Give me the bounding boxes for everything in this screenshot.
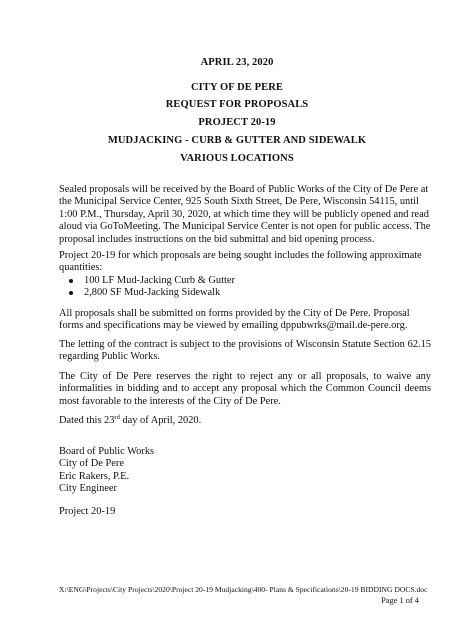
intro-paragraph [59,184,431,246]
request-heading: REQUEST FOR PROPOSALS [165,99,309,110]
signature-name: Eric Rakers, P.E. [59,470,130,482]
quantity-item-text: 100 LF Mud-Jacking Curb & Gutter [84,275,235,286]
city-heading: CITY OF DE PERE [190,82,284,93]
quantity-item-text: 2,800 SF Mud-Jacking Sidewalk [84,287,221,299]
signature-city: City of De Pere [59,458,124,470]
rights-paragraph [59,371,431,408]
dated-rest: day of April, 2020. [119,415,202,426]
rights-text: The City of De Pere reserves the right to reject any or all proposals, to waive any informalities in bidding and to accept any proposal which the Common Council deems most favorable to the interests of the City of De Pere. [59,371,431,407]
submission-text: All proposals shall be submitted on forms provided by the City of De Pere. Proposal forms and specifications may be viewed by emailing dppubwrks@mail.de-pere.org. [59,308,410,332]
dated-ordinal: rd [114,414,120,421]
bullet-icon [69,279,73,283]
signature-title: City Engineer [59,483,118,495]
project-title: MUDJACKING - CURB & GUTTER AND SIDEWALK [107,135,367,146]
quantities-list [59,275,431,300]
quantities-lead-text: Project 20-19 for which proposals are being sought includes the following approximate quantities: [59,250,422,274]
list-item [59,275,431,287]
signature-block [59,446,431,496]
project-heading: PROJECT 20-19 [198,117,276,128]
dated-line [59,415,431,427]
submission-paragraph [59,308,431,333]
footer-page-number: Page 1 of 4 [381,596,419,605]
signature-board: Board of Public Works [59,446,155,457]
intro-text: Sealed proposals will be received by the Board of Public Works of the City of De Pere at the Municipal Service Center, 925 South Sixth Street, De Pere, Wisconsin 54115, until 1:00 P.M., Thursday, April 30, 2020, at which time they will be publicly opened and read aloud via GoToMeeting. The Municipal Service Center is not open for public access. The proposal includes instructions on the bid submittal and bid opening process. [59,184,431,245]
statute-paragraph [59,339,431,364]
footer-file-path: X:\ENG\Projects\City Projects\2020\Project 20-19 Mudjacking\400- Plans & Specifications\20-19 BIDDING DOCS.doc [59,585,428,594]
quantities-lead-paragraph [59,250,431,275]
locations-heading: VARIOUS LOCATIONS [180,153,294,164]
statute-text: The letting of the contract is subject to the provisions of Wisconsin Statute Section 62.15 regarding Public Works. [59,339,431,363]
notice-date: APRIL 23, 2020 [200,57,274,68]
dated-prefix: Dated this 23 [59,415,115,426]
project-reference: Project 20-19 [59,506,116,517]
list-item [59,287,431,299]
bullet-icon [69,291,73,295]
